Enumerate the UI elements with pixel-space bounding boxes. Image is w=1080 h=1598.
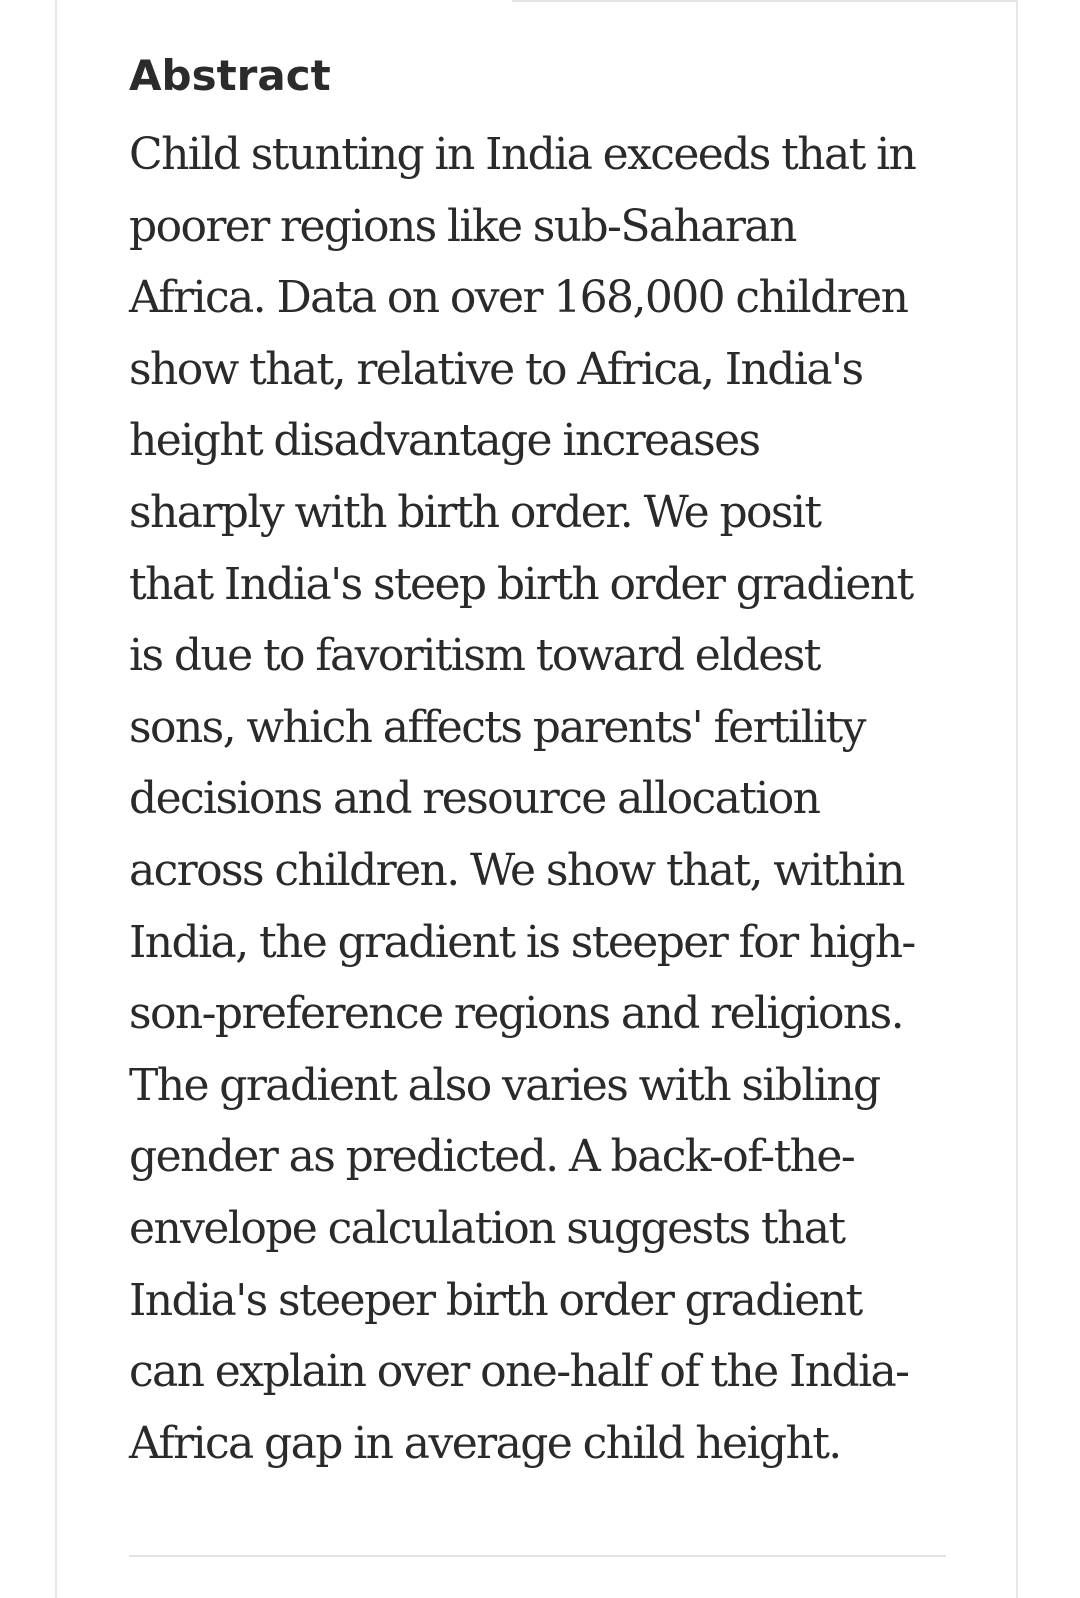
- abstract-line: The gradient also varies with sibling: [129, 1059, 880, 1111]
- abstract-heading: Abstract: [129, 51, 331, 100]
- abstract-line: Africa. Data on over 168,000 children: [129, 272, 908, 324]
- abstract-line: sons, which affects parents' fertility: [129, 701, 865, 753]
- abstract-line: sharply with birth order. We posit: [129, 486, 821, 538]
- abstract-line: height disadvantage increases: [129, 415, 760, 467]
- abstract-text: [129, 119, 969, 1479]
- abstract-line: gender as predicted. A back-of-the-: [129, 1131, 855, 1183]
- abstract-line: India, the gradient is steeper for high-: [129, 916, 915, 968]
- abstract-line: son-preference regions and religions.: [129, 988, 903, 1040]
- abstract-line: that India's steep birth order gradient: [129, 558, 913, 610]
- abstract-line: poorer regions like sub-Saharan: [129, 200, 796, 252]
- abstract-line: Africa gap in average child height.: [129, 1417, 841, 1469]
- abstract-line: Child stunting in India exceeds that in: [129, 129, 916, 180]
- abstract-line: is due to favoritism toward eldest: [129, 630, 820, 682]
- section-divider: [129, 1555, 946, 1557]
- abstract-line: can explain over one-half of the India-: [129, 1346, 909, 1398]
- abstract-line: decisions and resource allocation: [129, 773, 820, 825]
- abstract-line: show that, relative to Africa, India's: [129, 343, 863, 395]
- abstract-line: across children. We show that, within: [129, 844, 904, 896]
- abstract-line: India's steeper birth order gradient: [129, 1274, 862, 1326]
- top-divider: [512, 0, 1018, 2]
- abstract-line: envelope calculation suggests that: [129, 1202, 845, 1254]
